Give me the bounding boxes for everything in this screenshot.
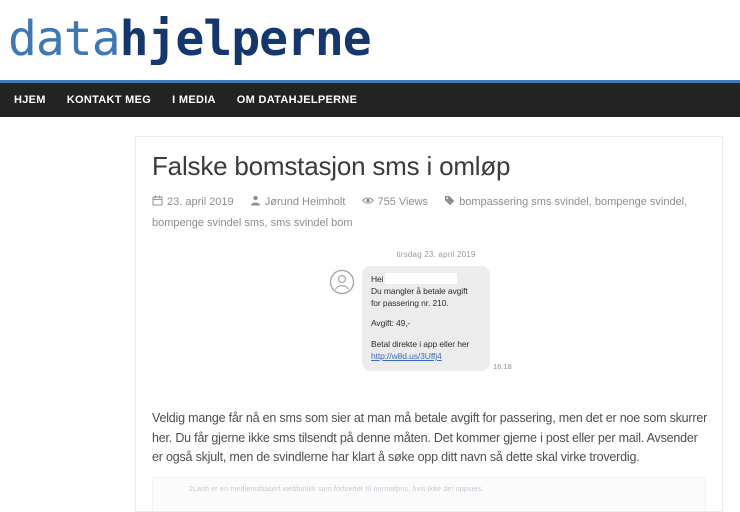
meta-tags-links[interactable]: bompassering sms svindel, bompenge svindel, bompenge svindel sms, sms svindel bom (152, 196, 688, 229)
logo-text-light: data (8, 11, 120, 67)
site-logo[interactable] (8, 8, 740, 70)
sms-amount-line: Avgift: 49,- (371, 318, 411, 329)
user-icon (250, 195, 261, 206)
tag-icon (444, 195, 455, 206)
sms-date-header: tirsdag 23. april 2019 (396, 249, 476, 259)
main-content (0, 117, 740, 512)
sms-body-line: for passering nr. 210. (371, 297, 449, 308)
eye-icon (362, 195, 374, 206)
article-card (135, 136, 723, 512)
nav-item-hjem[interactable]: HJEM (14, 94, 46, 106)
meta-views (362, 196, 432, 208)
site-header (0, 0, 740, 80)
meta-date-text: 23. april 2019 (167, 196, 234, 208)
redacted-name-box (385, 273, 457, 284)
sms-link-line (371, 351, 482, 363)
meta-views-text: 755 Views (377, 196, 429, 208)
embedded-image-partial (152, 477, 706, 511)
sms-body-line: Du mangler å betale avgift (371, 285, 468, 296)
sms-screenshot-image (329, 250, 529, 393)
meta-author-link[interactable]: Jørund Heimholt (264, 196, 346, 208)
article-title: Falske bomstasjon sms i omløp (152, 151, 511, 181)
logo-text-dark: hjelperne (119, 11, 371, 67)
embedded-image-caption: 2Lash er en medlemsbasert webbutikk som fortsetter til normalpris, hvis ikke det oppsies. (189, 486, 484, 494)
main-nav (0, 80, 740, 117)
sms-timestamp: 16:18 (493, 362, 512, 372)
sms-greeting-line: Hei (371, 273, 482, 286)
article-paragraph: Veldig mange får nå en sms som sier at man må betale avgift for passering, men det er noe som skurrer her. Du får gjerne ikke sms tilsendt på denne måten. Det kommer gjerne i post eller per mail. Avsender er også skjult, men de svindlerne har klart å søke opp ditt navn så dette skal virke troverdig. (152, 411, 708, 464)
nav-item-om-datahjelperne[interactable]: OM DATAHJELPERNE (236, 94, 358, 106)
meta-author (250, 196, 349, 208)
sms-message-row (329, 266, 529, 371)
sms-phishing-link: http://w8d.us/3Uffj4 (371, 351, 442, 362)
sms-cta-line: Betal direkte i app eller her (371, 339, 470, 350)
nav-item-kontakt-meg[interactable]: KONTAKT MEG (66, 94, 152, 106)
sms-bubble (362, 266, 490, 371)
nav-item-i-media[interactable]: I MEDIA (172, 94, 216, 106)
contact-avatar-icon (329, 269, 355, 295)
meta-date (152, 196, 237, 208)
calendar-icon (152, 195, 163, 206)
article-meta (152, 192, 706, 234)
